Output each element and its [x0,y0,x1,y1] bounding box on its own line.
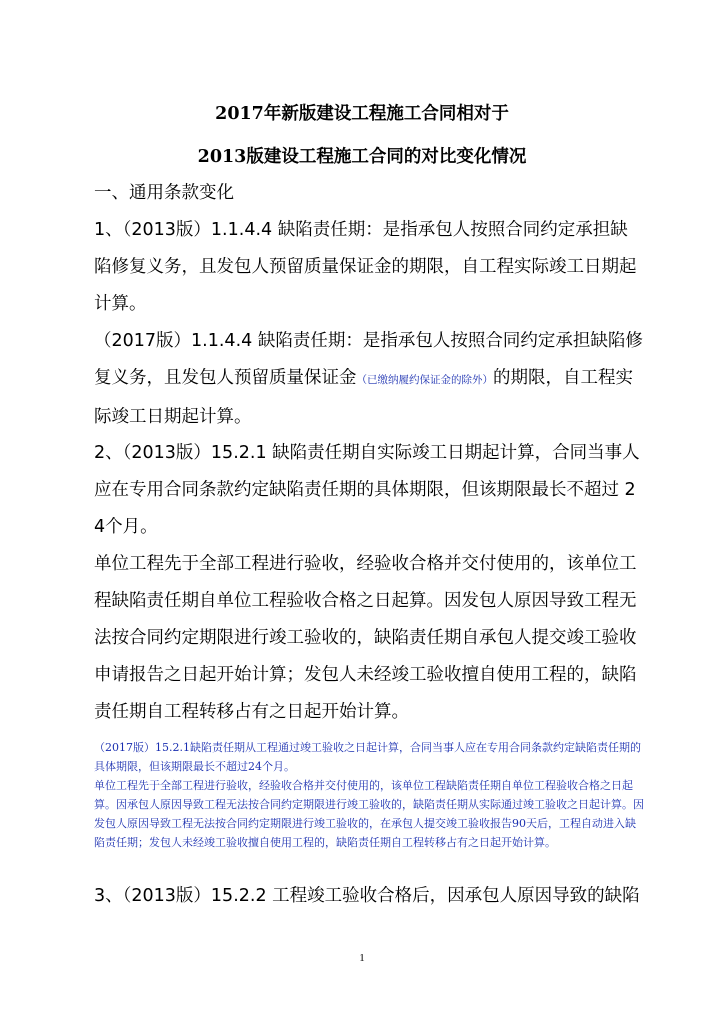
item2-2017-note-paragraph2: 单位工程先于全部工程进行验收，经验收合格并交付使用的，该单位工程缺陷责任期自单位工程验收合格之日起算。因承包人原因导致工程无法按合同约定期限进行竣工验收的，缺陷责任期从实际通过竣工验收之日起计算。因发包人原因导致工程无法按合同约定期限进行竣工验收的，在承包人提交竣工验收报告90天后，工程自动进入缺陷责任期；发包人未经竣工验收擅自使用工程的，缺陷责任期自工程转移占有之日起开始计算。 [94,779,644,849]
document-title-line1: 2017年新版建设工程施工合同相对于 [215,104,509,124]
section-heading-general-terms: 一、通用条款变化 [94,183,234,203]
item1-2017-inline-note: （已缴纳履约保证金的除外） [356,374,493,386]
item2-2013-paragraph1: 2、（2013版）15.2.1 缺陷责任期自实际竣工日期起计算，合同当事人应在专用合同条款约定缺陷责任期的具体期限，但该期限最长不超过 24个月。 [94,443,640,537]
item3-2013-paragraph-start: 3、（2013版）15.2.2 工程竣工验收合格后，因承包人原因导致的缺陷 [94,886,640,906]
item1-2017-text-part2: 的期限，自工程实际竣工日期起计算。 [94,368,633,427]
item2-2013-paragraph2: 单位工程先于全部工程进行验收，经验收合格并交付使用的，该单位工程缺陷责任期自单位工程验收合格之日起算。因发包人原因导致工程无法按合同约定期限进行竣工验收的，缺陷责任期自承包人提交竣工验收申请报告之日起开始计算；发包人未经竣工验收擅自使用工程的，缺陷责任期自工程转移占有之日起开始计算。 [94,554,637,722]
page-number: 1 [359,952,365,964]
item2-2017-note-paragraph1: （2017版）15.2.1缺陷责任期从工程通过竣工验收之日起计算，合同当事人应在专用合同条款约定缺陷责任期的具体期限，但该期限最长不超过24个月。 [94,741,641,773]
item1-2013-paragraph: 1、（2013版）1.1.4.4 缺陷责任期：是指承包人按照合同约定承担缺陷修复义务，且发包人预留质量保证金的期限，自工程实际竣工日期起计算。 [94,220,637,314]
item1-2017-text-part1: （2017版）1.1.4.4 缺陷责任期：是指承包人按照合同约定承担缺陷修复义务，且发包人预留质量保证金 [94,331,643,388]
document-title-line2: 2013版建设工程施工合同的对比变化情况 [197,147,527,167]
item1-2017-paragraph [94,323,644,436]
